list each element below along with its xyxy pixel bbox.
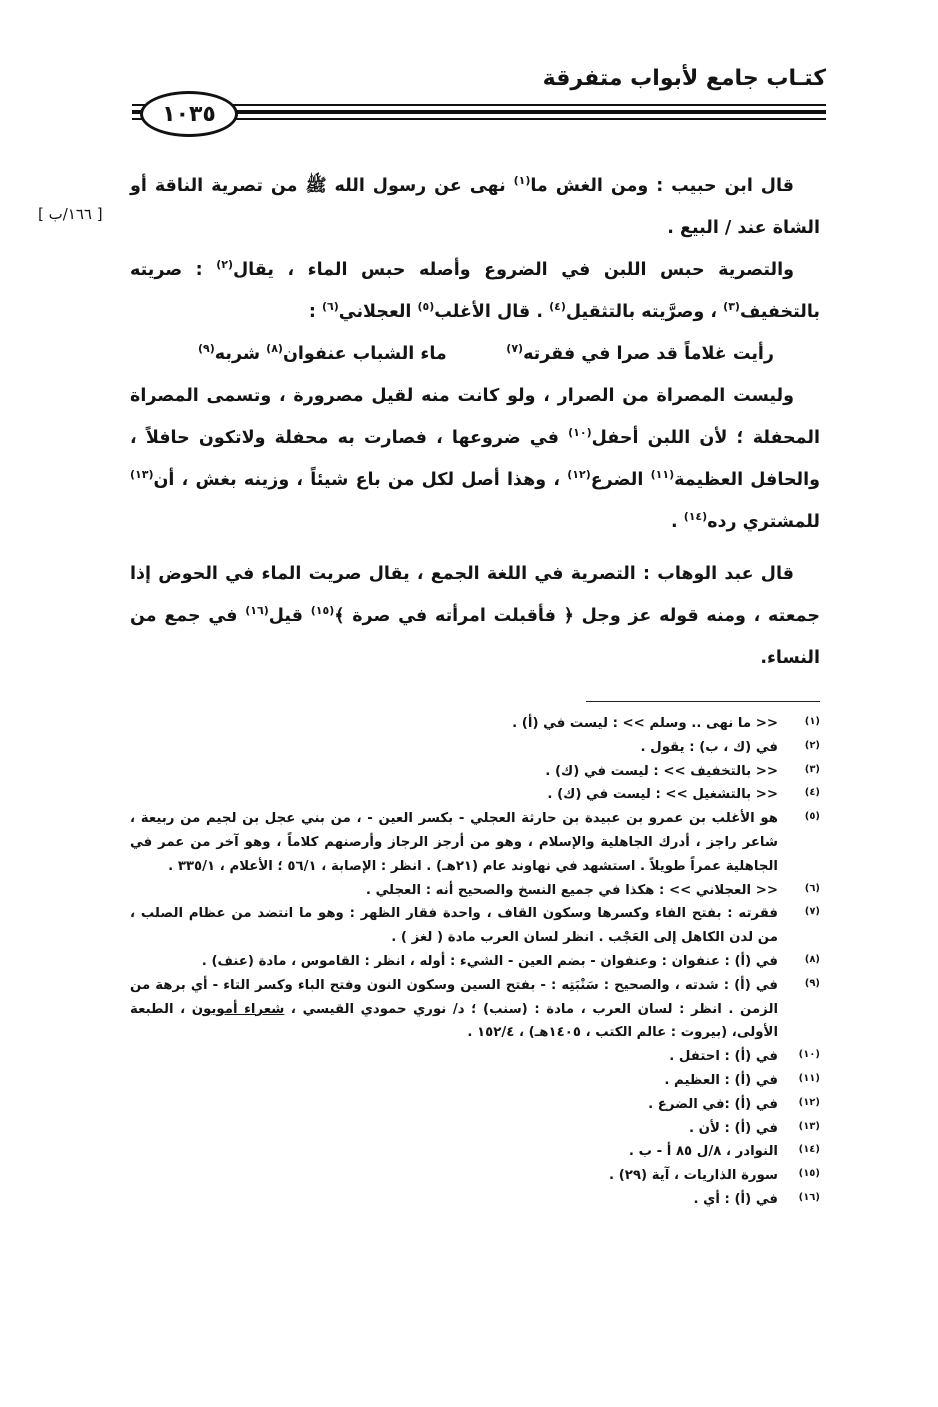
footnote-ref: (٧) xyxy=(506,342,524,356)
footnote-item xyxy=(130,1093,824,1117)
footnote-ref: (٥) xyxy=(417,300,435,314)
footnote-text: هو الأغلب بن عمرو بن عبيدة بن حارثة العجلي - بكسر العين - ، من بني عجل بن لجيم من ربيعة ، شاعر راجز ، أدرك الجاهلية والإسلام ، وهو من أرجز الرجاز وأرصنهم كلاماً ، وهو آخر من عمر في الجاهلية عمراً طويلاً . استشهد في نهاوند عام (٢١هـ) . انظر : الإصابة ، ٥٦/١ ؛ الأعلام ، ٣٣٥/١ . xyxy=(130,811,778,874)
footnote-ref: (٣) xyxy=(723,300,740,314)
footnote-ref: (١٢) xyxy=(567,468,591,482)
footnote-ref: (١٣) xyxy=(130,468,154,482)
footnote-number: (٢) xyxy=(804,739,820,751)
paragraph xyxy=(130,249,820,333)
footnote-number: (١٢) xyxy=(798,1096,820,1108)
text-run: ماء الشباب عنفوان xyxy=(282,344,447,364)
footnote-item xyxy=(130,1188,824,1212)
footnote-ref: (٨) xyxy=(266,342,283,356)
footnote-item xyxy=(130,974,824,1045)
footnote-item xyxy=(130,879,824,903)
verse-first-hemistich xyxy=(506,333,774,375)
footnote-text: فقرته : بفتح الفاء وكسرها وسكون القاف ، واحدة فقار الظهر : وهو ما انتضد من عظام الصلب ، من لدن الكاهل إلى العَجْب . انظر لسان العرب مادة ( لغز ) . xyxy=(130,906,778,946)
footnote-number: (٥) xyxy=(804,811,820,823)
text-run: للمشتري رده xyxy=(707,512,820,532)
footnote-text: في (أ) : لأن . xyxy=(688,1120,778,1136)
footnote-number: (٧) xyxy=(804,906,820,918)
text-run: ، وصرَّيته بالتثقيل xyxy=(565,302,724,322)
text-run: وليست المصراة من الصرار ، ولو كانت منه لقيل مصرورة ، وتسمى المصراة المحفلة ؛ لأن اللبن أحفل xyxy=(130,386,820,448)
text-run: في جمع من النساء. xyxy=(130,606,820,668)
footnote-text: << بالتشغيل >> : ليست في (ك) . xyxy=(547,787,778,803)
verse-second-hemistich xyxy=(198,333,447,375)
footnote-text: في (أ) :في الضرع . xyxy=(648,1096,778,1112)
footnote-text: << بالتخفيف >> : ليست في (ك) . xyxy=(545,763,778,779)
footnote-text: في (أ) : عنفوان : وعنفوان - بضم العين - الشيء : أوله ، انظر : القاموس ، مادة (عنف) . xyxy=(201,953,778,969)
footnote-item xyxy=(130,760,824,784)
text-run: والتصرية حبس اللبن في الضروع وأصله حبس الماء ، يقال xyxy=(233,260,794,280)
footnote-separator xyxy=(586,701,820,702)
footnote-text: << العجلاني >> : هكذا في جميع النسخ والصحيح أنه : العجلي . xyxy=(365,882,778,898)
book-title: شعراء أمويون xyxy=(191,1001,285,1017)
header-rule xyxy=(132,104,826,106)
footnote-ref: (٢) xyxy=(216,258,233,272)
footnote-ref: (١) xyxy=(513,174,531,188)
footnote-item xyxy=(130,1140,824,1164)
footnote-ref: (٩) xyxy=(198,342,215,356)
footnote-item xyxy=(130,950,824,974)
page-number: ١٠٣٥ xyxy=(140,91,238,137)
footnote-ref: (١٦) xyxy=(245,604,269,618)
footnote-text: في (أ) : احتفل . xyxy=(669,1049,778,1065)
main-text xyxy=(130,165,820,679)
footnote-number: (١) xyxy=(804,716,820,727)
footnote-ref: (٤) xyxy=(549,300,566,314)
text-run: ، الطبعة الأولى، (بيروت : عالم الكتب ، ١٤٠٥هـ) ، ١٥٢/٤ . xyxy=(130,1001,778,1041)
footnote-item xyxy=(130,712,824,736)
footnote-number: (١٠) xyxy=(798,1049,820,1061)
text-run: نهى عن رسول الله ﷺ من تصرية الناقة أو الشاة عند / البيع . xyxy=(130,176,820,238)
footnote-item xyxy=(130,902,824,950)
footnote-text: سورة الذاريات ، آية (٢٩) . xyxy=(609,1168,778,1184)
text-run: قال ابن حبيب : ومن الغش ما xyxy=(530,176,794,196)
footnote-item xyxy=(130,736,824,760)
text-run: . قال الأغلب xyxy=(434,302,550,322)
footnote-number: (٨) xyxy=(804,953,820,965)
footnote-text: في (أ) : العظيم . xyxy=(664,1072,778,1088)
text-run: . xyxy=(670,512,684,532)
footnote-ref: (٦) xyxy=(322,300,339,314)
footnote-item xyxy=(130,1069,824,1093)
footnote-number: (١٦) xyxy=(798,1191,820,1203)
paragraph xyxy=(130,375,820,543)
footnote-ref: (١٥) xyxy=(310,604,335,618)
footnote-number: (١٥) xyxy=(798,1168,820,1180)
text-run: الضرع xyxy=(590,470,651,490)
text-run: ، وهذا أصل لكل من باع شيئاً ، وزينه بغش ، أن xyxy=(153,470,568,490)
text-run: قال عبد الوهاب : التصرية في اللغة الجمع ، يقال صريت الماء في الحوض إذا جمعته ، ومنه قوله عز وجل ﴿ فأقبلت امرأته في صرة ﴾ xyxy=(130,564,820,626)
footnote-ref: (١٤) xyxy=(683,510,708,524)
running-title: كتـاب جامع لأبواب متفرقة xyxy=(542,66,826,91)
footnote-text: في (أ) : أي . xyxy=(693,1191,778,1207)
footnote-number: (١٣) xyxy=(798,1120,820,1132)
text-run: العجلاني xyxy=(338,302,418,322)
text-run: : xyxy=(308,302,322,322)
paragraph xyxy=(130,165,820,249)
text-run: في ضروعها ، فصارت به محفلة ولاتكون حافلاً ، والحافل العظيمة xyxy=(130,428,821,490)
footnote-number: (١٤) xyxy=(798,1144,820,1156)
footnote-number: (١١) xyxy=(798,1072,820,1084)
paragraph xyxy=(130,553,820,679)
text-run: شربه xyxy=(214,344,267,364)
footnote-number: (٦) xyxy=(804,882,820,894)
poetry-verse xyxy=(130,333,820,375)
text-run: رأيت غلاماً قد صرا في فقرته xyxy=(523,344,774,364)
text-run: : صريته بالتخفيف xyxy=(130,260,820,322)
footnote-item xyxy=(130,1164,824,1188)
footnote-ref: (١٠) xyxy=(568,426,592,440)
footnote-text xyxy=(130,974,778,1045)
footnote-item xyxy=(130,1045,824,1069)
footnote-text: في (ك ، ب) : يقول . xyxy=(640,739,778,755)
footnote-text: النوادر ، ٨/ل ٨٥ أ - ب . xyxy=(628,1144,778,1160)
footnote-ref: (١١) xyxy=(650,468,675,482)
footnote-number: (٣) xyxy=(804,763,820,775)
footnotes xyxy=(130,712,824,1212)
footnote-number: (٤) xyxy=(804,787,820,799)
footnote-item xyxy=(130,1117,824,1141)
manuscript-folio-note: [ ١٦٦/ب ] xyxy=(38,205,103,223)
footnote-number: (٩) xyxy=(804,977,820,989)
footnote-text: << ما نهى .. وسلم >> : ليست في (أ) . xyxy=(512,716,778,731)
text-run: في (أ) : شدته ، والصحيح : سَنْبَتِه : - بفتح السين وسكون النون وفتح الباء وكسر التاء - أي برهة من الزمن . انظر : لسان العرب ، مادة : (سنب) ؛ د/ نوري حمودي القيسي ، xyxy=(130,977,779,1017)
text-run: قيل xyxy=(268,606,311,626)
footnote-item xyxy=(130,783,824,807)
footnote-item xyxy=(130,807,824,878)
